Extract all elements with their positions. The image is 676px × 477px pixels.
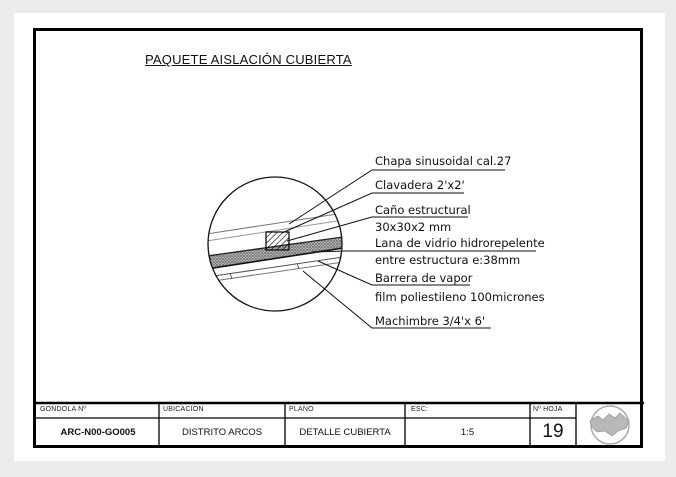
- callout-chapa: Chapa sinusoidal cal.27: [375, 154, 512, 168]
- label-plano: PLANO: [289, 406, 314, 413]
- value-ubicacion: DISTRITO ARCOS: [181, 427, 263, 438]
- label-gondola: GONDOLA Nº: [40, 406, 87, 413]
- callout-machimbre: Machimbre 3/4'x 6': [375, 314, 486, 328]
- value-plano: DETALLE CUBIERTA: [299, 427, 391, 438]
- label-ubicacion: UBICACION: [163, 406, 204, 413]
- leader-lana: [312, 251, 536, 252]
- callout-cano-size: 30x30x2 mm: [375, 220, 452, 234]
- callout-barrera-detail: film poliestileno 100micrones: [375, 290, 545, 304]
- callout-barrera: Barrera de vapor: [375, 271, 473, 285]
- label-hoja: Nº HOJA: [533, 406, 563, 413]
- label-escala: ESC:: [411, 406, 429, 413]
- purlin-section: [266, 232, 289, 250]
- drawing-title: PAQUETE AISLACIÓN CUBIERTA: [145, 52, 352, 67]
- value-gondola: ARC-N00-GO005: [60, 427, 136, 438]
- value-hoja: 19: [542, 421, 564, 442]
- callout-lana-detail: entre estructura e:38mm: [375, 253, 521, 267]
- callout-cano: Caño estructural: [375, 203, 471, 217]
- callout-lana: Lana de vidrio hidrorepelente: [375, 236, 545, 250]
- callout-clavadera: Clavadera 2'x2': [375, 178, 465, 192]
- value-escala: 1:5: [460, 427, 475, 438]
- company-logo-icon: [590, 406, 629, 444]
